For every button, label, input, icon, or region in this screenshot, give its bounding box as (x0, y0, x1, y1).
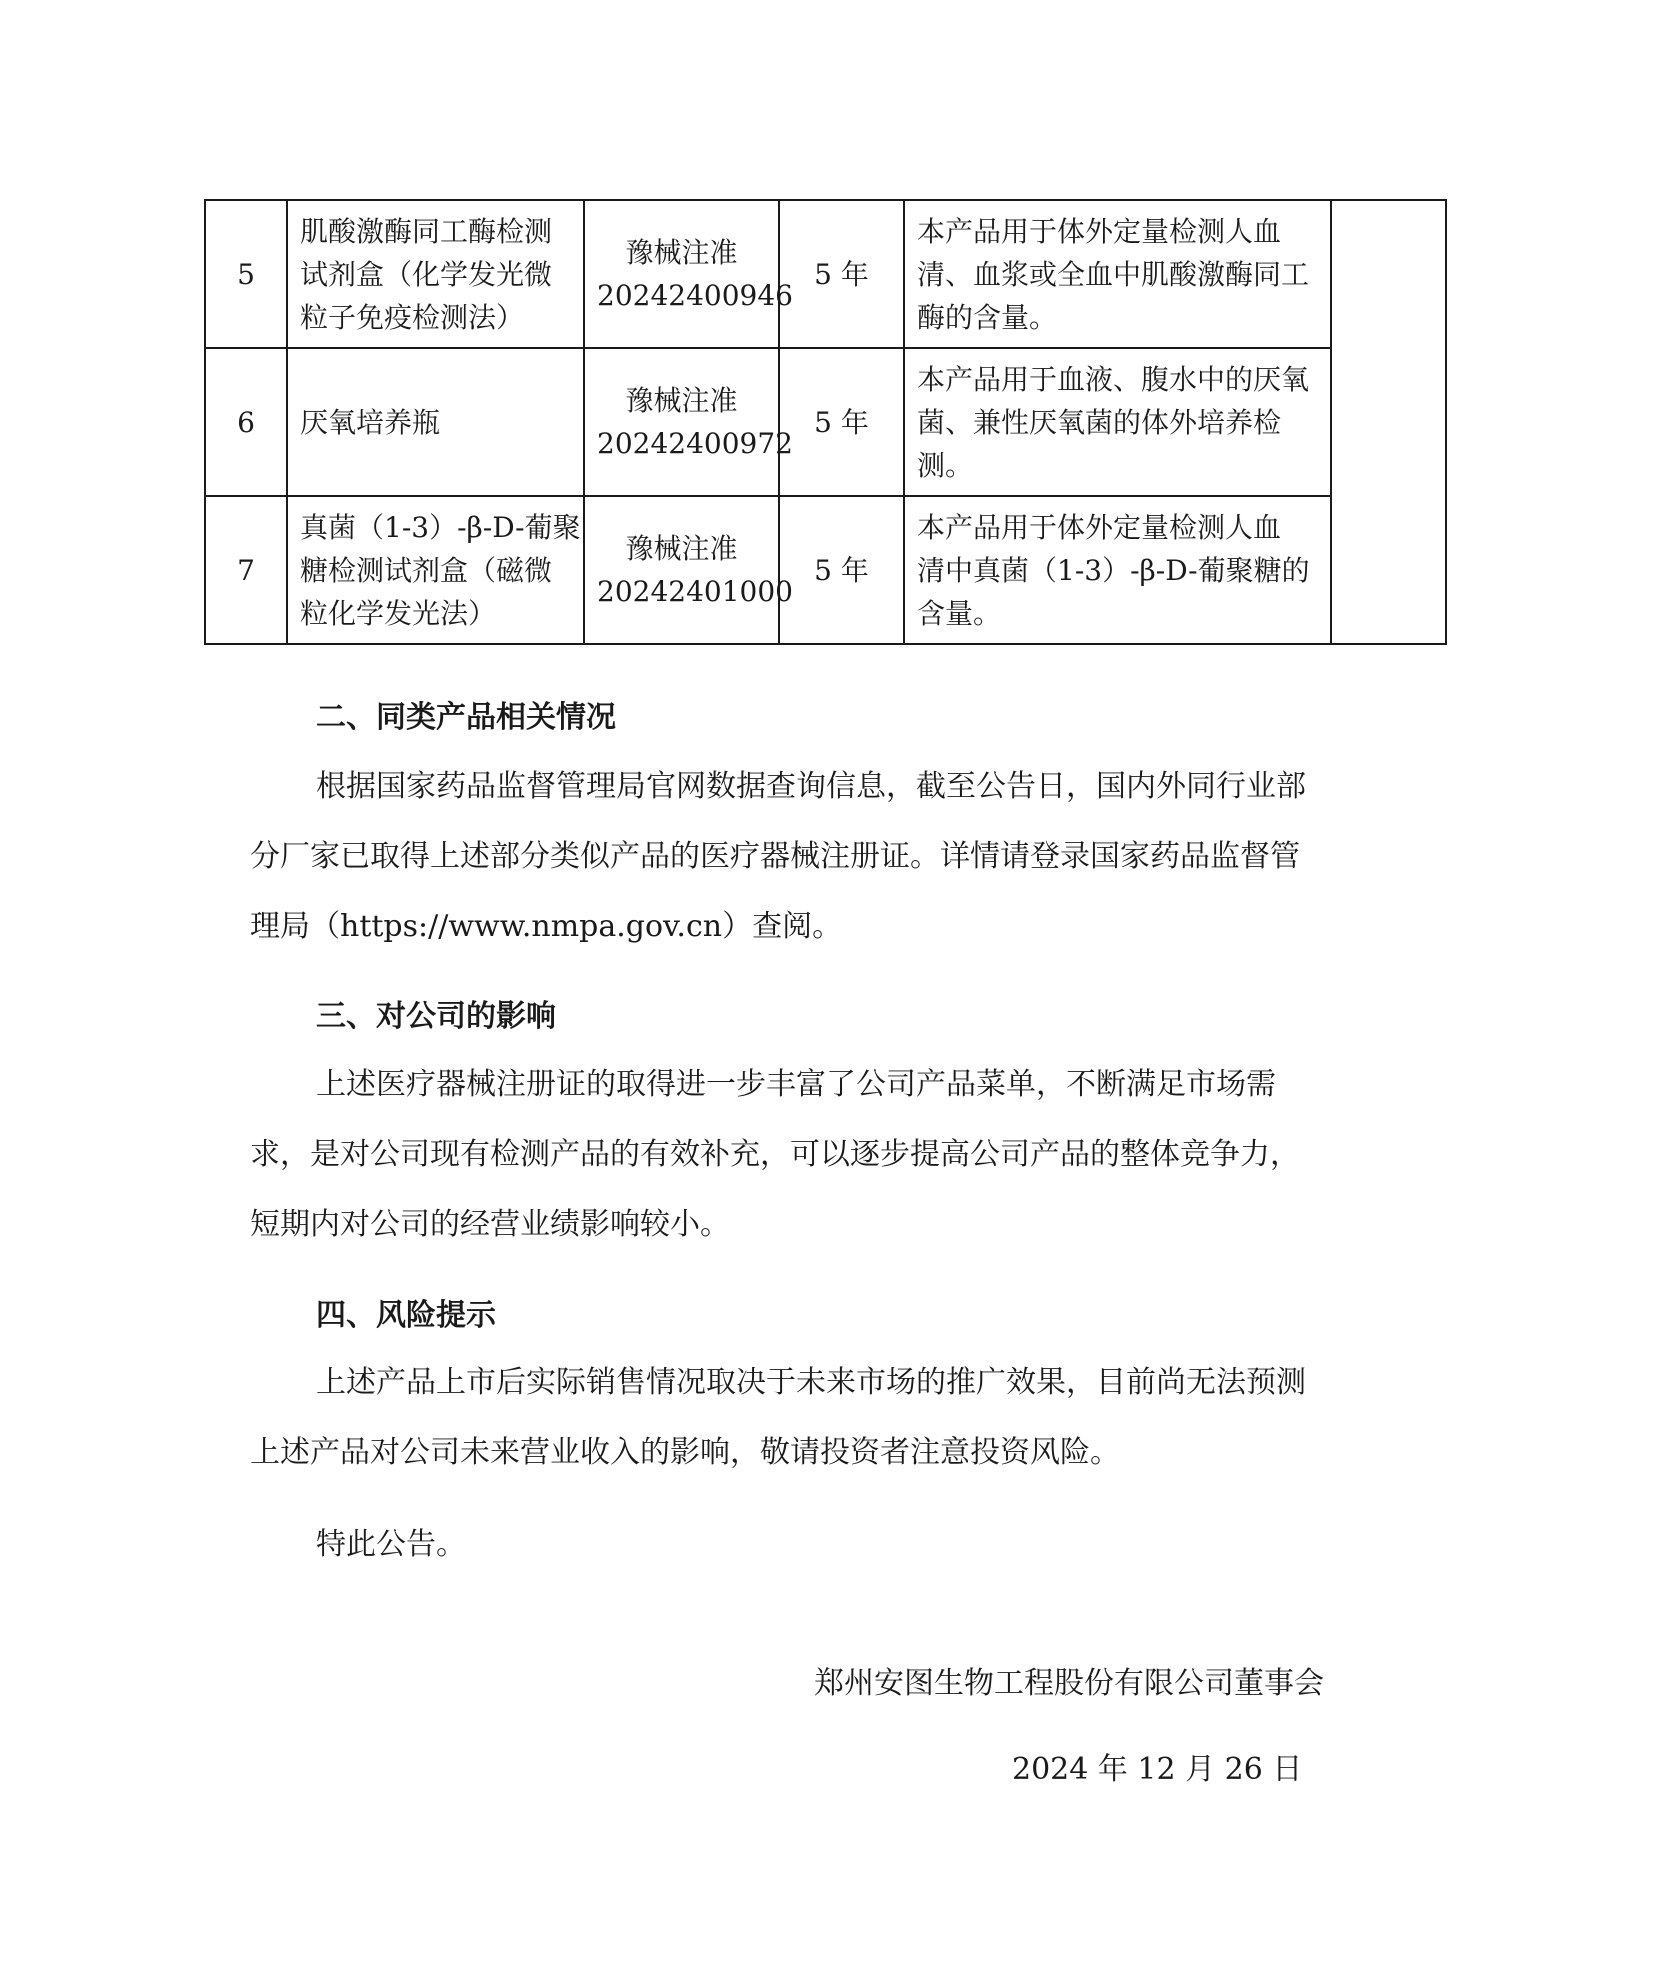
section-body-impact: 上述医疗器械注册证的取得进一步丰富了公司产品菜单，不断满足市场需 求，是对公司现有检测产品的有效补充，可以逐步提高公司产品的整体竞争力， 短期内对公司的经营业绩影响较小。 (250, 1067, 1300, 1242)
intended-use: 本产品用于血液、腹水中的厌氧 菌、兼性厌氧菌的体外培养检 测。 (904, 348, 1331, 496)
row-number: 7 (205, 496, 287, 644)
table-row (205, 200, 1446, 348)
product-name: 肌酸激酶同工酶检测 试剂盒（化学发光微 粒子免疫检测法） (287, 200, 584, 348)
section-heading-impact: 三、对公司的影响 (316, 999, 556, 1034)
table-row (205, 496, 1446, 644)
row-number: 6 (205, 348, 287, 496)
registration-number: 豫械注准 20242401000 (584, 496, 779, 644)
section-body-similar-products: 根据国家药品监督管理局官网数据查询信息，截至公告日，国内外同行业部 分厂家已取得上述部分类似产品的医疗器械注册证。详情请登录国家药品监督管 理局（https://www.nmpa.gov.cn）查阅。 (250, 769, 1306, 944)
section-heading-similar-products: 二、同类产品相关情况 (316, 700, 616, 735)
section-heading-risk: 四、风险提示 (316, 1298, 496, 1333)
validity-term: 5 年 (779, 496, 904, 644)
product-name: 厌氧培养瓶 (287, 348, 584, 496)
closing-text: 特此公告。 (316, 1527, 466, 1562)
section-body-risk: 上述产品上市后实际销售情况取决于未来市场的推广效果，目前尚无法预测 上述产品对公司未来营业收入的影响，敬请投资者注意投资风险。 (250, 1365, 1306, 1470)
registration-table (204, 199, 1447, 645)
intended-use: 本产品用于体外定量检测人血 清中真菌（1-3）-β-D-葡聚糖的 含量。 (904, 496, 1331, 644)
signature-date: 2024 年 12 月 26 日 (1012, 1752, 1303, 1787)
signature-company: 郑州安图生物工程股份有限公司董事会 (814, 1666, 1324, 1701)
registration-number: 豫械注准 20242400946 (584, 200, 779, 348)
merged-blank-cell (1331, 200, 1446, 644)
validity-term: 5 年 (779, 348, 904, 496)
product-name: 真菌（1-3）-β-D-葡聚 糖检测试剂盒（磁微 粒化学发光法） (287, 496, 584, 644)
intended-use: 本产品用于体外定量检测人血 清、血浆或全血中肌酸激酶同工 酶的含量。 (904, 200, 1331, 348)
row-number: 5 (205, 200, 287, 348)
table-row (205, 348, 1446, 496)
validity-term: 5 年 (779, 200, 904, 348)
registration-number: 豫械注准 20242400972 (584, 348, 779, 496)
